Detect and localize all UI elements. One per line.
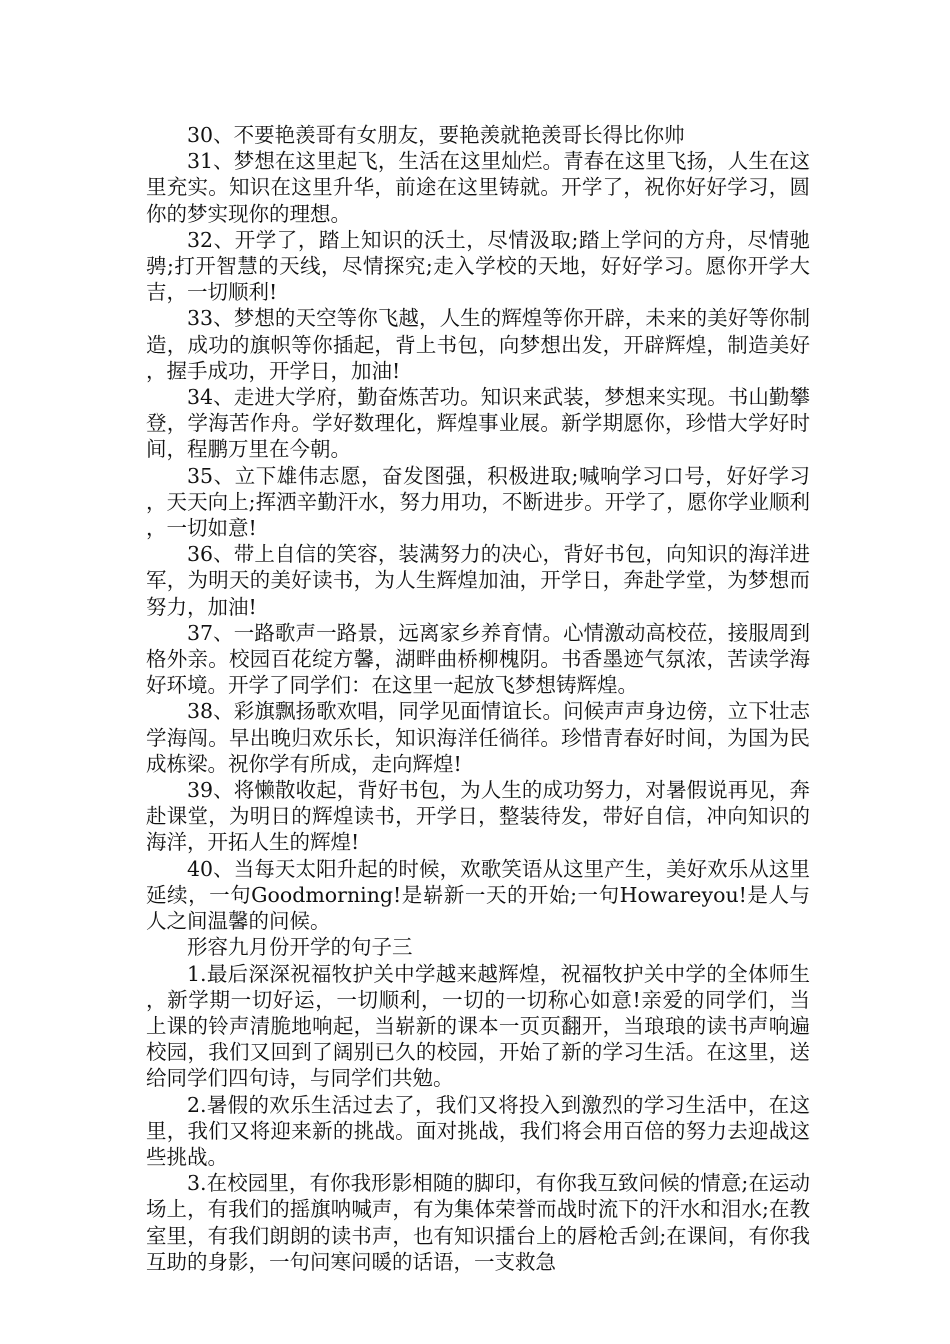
paragraph-36: 36、带上自信的笑容，装满努力的决心，背好书包，向知识的海洋进军，为明天的美好读书，为人生辉煌加油，开学日，奔赴学堂，为梦想而努力，加油!: [146, 542, 810, 619]
document-page: [146, 122, 810, 1275]
paragraph-31: 31、梦想在这里起飞，生活在这里灿烂。青春在这里飞扬，人生在这里充实。知识在这里升华，前途在这里铸就。开学了，祝你好好学习，圆你的梦实现你的理想。: [146, 149, 810, 226]
paragraph-35: 35、立下雄伟志愿，奋发图强，积极进取;喊响学习口号，好好学习，天天向上;挥洒辛勤汗水，努力用功，不断进步。开学了，愿你学业顺利，一切如意!: [146, 463, 810, 541]
paragraph-37: 37、一路歌声一路景，远离家乡养育情。心情激动高校莅，接服周到格外亲。校园百花绽方馨，湖畔曲桥柳槐阴。书香墨迹气氛浓，苦读学海好环境。开学了同学们：在这里一起放飞梦想铸辉煌。: [146, 620, 810, 698]
paragraph-39: 39、将懒散收起，背好书包，为人生的成功努力，对暑假说再见，奔赴课堂，为明日的辉煌读书，开学日，整装待发，带好自信，冲向知识的海洋，开拓人生的辉煌!: [146, 778, 810, 855]
paragraph-32: 32、开学了，踏上知识的沃土，尽情汲取;踏上学问的方舟，尽情驰骋;打开智慧的天线，尽情探究;走入学校的天地，好好学习。愿你开学大吉，一切顺利!: [146, 227, 810, 305]
paragraph-38: 38、彩旗飘扬歌欢唱，同学见面情谊长。问候声声身边傍，立下壮志学海闯。早出晚归欢乐长，知识海洋任徜徉。珍惜青春好时间，为国为民成栋梁。祝你学有所成，走向辉煌!: [146, 699, 810, 776]
section-heading: 形容九月份开学的句子三: [187, 935, 413, 960]
paragraph-40: 40、当每天太阳升起的时候，欢歌笑语从这里产生，美好欢乐从这里延续，一句Goodmorning!是崭新一天的开始;一句Howareyou!是人与人之间温馨的问候。: [146, 856, 810, 934]
paragraph-30: 30、不要艳羡哥有女朋友，要艳羡就艳羡哥长得比你帅: [187, 123, 685, 147]
paragraph-s3-3: 3.在校园里，有你我形影相随的脚印，有你我互致问候的情意;在运动场上，有我们的摇旗呐喊声，有为集体荣誉而战时流下的汗水和泪水;在教室里，有我们朗朗的读书声，也有知识擂台上的唇枪舌剑;在课间，有你我互助的身影，一句问寒问暖的话语，一支救急: [146, 1171, 810, 1274]
paragraph-34: 34、走进大学府，勤奋炼苦功。知识来武装，梦想来实现。书山勤攀登，学海苦作舟。学好数理化，辉煌事业展。新学期愿你，珍惜大学好时间，程鹏万里在今朝。: [146, 385, 810, 462]
paragraph-s3-1: 1.最后深深祝福牧护关中学越来越辉煌，祝福牧护关中学的全体师生，新学期一切好运，一切顺利，一切的一切称心如意!亲爱的同学们，当上课的铃声清脆地响起，当崭新的课本一页页翻开，当琅琅的读书声响遍校园，我们又回到了阔别已久的校园，开始了新的学习生活。在这里，送给同学们四句诗，与同学们共勉。: [146, 961, 810, 1091]
paragraph-s3-2: 2.暑假的欢乐生活过去了，我们又将投入到激烈的学习生活中，在这里，我们又将迎来新的挑战。面对挑战，我们将会用百倍的努力去迎战这些挑战。: [146, 1092, 810, 1169]
paragraph-33: 33、梦想的天空等你飞越，人生的辉煌等你开辟，未来的美好等你制造，成功的旗帜等你插起，背上书包，向梦想出发，开辟辉煌，制造美好，握手成功，开学日，加油!: [146, 306, 810, 383]
